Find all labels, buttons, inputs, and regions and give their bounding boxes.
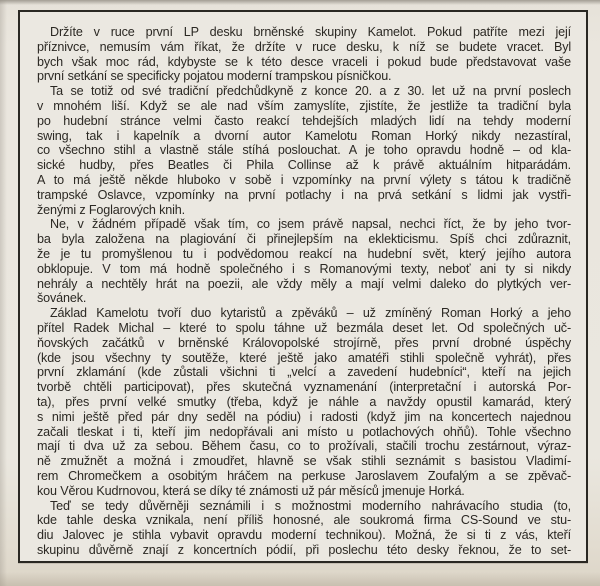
text-line: swing, tak i kapelník a dvorní autor Kamelotu Roman Horký nikdy nezastíral,	[37, 128, 571, 143]
text-line: první setkání se specificky pojatou moderní trampskou písničkou.	[37, 69, 392, 84]
text-line: bych však moc rád, kdybyste se k této desce vraceli i pokud bude představovat vaše	[37, 54, 571, 69]
paragraph	[37, 499, 571, 558]
text-line: A to má ještě někde hluboko v sobě i vzpomínky na první výlety s tátou k tradičně	[37, 172, 571, 187]
text-line: Držíte v ruce první LP desku brněnské skupiny Kamelot. Pokud patříte mezi její	[50, 25, 571, 39]
text-line: ba byla založena na plagiování či přinejlepším na eklekticismu. Spíš chci zdůraznit,	[37, 232, 571, 247]
text-line: diu Jalovec je stihla vybavit opravdu moderní technikou). Možná, že si ti z vás, kteří	[37, 528, 571, 543]
scan-shadow-left	[0, 0, 7, 586]
paragraph	[37, 217, 571, 306]
text-line: po hudební stránce velmi často reakcí tehdejších mladých lidí na tehdy moderní	[37, 113, 571, 128]
text-line: kou Věrou Kudrnovou, která se díky té známosti už pár měsíců jmenuje Horká.	[37, 483, 465, 498]
paragraph	[37, 25, 571, 84]
text-line: (kde jsou všechny ty soutěže, které ještě jako amatéři stihli společně vyhrát), přes	[37, 350, 571, 365]
text-line: rem Chromečkem a osobitým hráčem na perkuse Jaroslavem Zoufalým a se zpěvač-	[37, 468, 571, 483]
text-line: Základ Kamelotu tvoří duo kytaristů a zpěváků – už zmíněný Roman Horký a jeho	[50, 306, 571, 321]
text-line: příznivce, nemusím vám říkat, že držíte v ruce desku, k níž se budete vracet. Byl	[37, 39, 571, 54]
text-line: ňovských začátků v brněnské Královopolské strojírně, přes první drobné úspěchy	[37, 335, 571, 350]
scan-shadow-top	[0, 0, 600, 5]
text-line: začali tleskat i ti, kteří jim nedopřávali ani místo u potlachových ohňů). Tohle všechno	[37, 424, 571, 439]
text-frame-border	[18, 10, 588, 563]
text-line: přítel Radek Michal – které to spolu táhne už bezmála deset let. Od společných uč-	[37, 320, 571, 335]
liner-notes-text	[20, 12, 586, 561]
text-line: ta), přes první velké smutky (třeba, když je náhle a navždy opustil kamarád, který	[37, 394, 571, 409]
text-line: tvorbě chtěli participovat), přes skutečná vyznamenání (interpretační i autorská Por-	[37, 380, 571, 395]
paragraph	[37, 84, 571, 217]
text-line: sické hudby, přes Beatles či Phila Collinse až k právě aktuálním hitparádám.	[37, 158, 571, 173]
text-line: mají ti dva už za sebou. Během času, co to prožívali, stačili trochu zestárnout, výraz-	[37, 439, 571, 454]
text-line: šovánek.	[37, 291, 87, 306]
text-line: kde tahle deska vznikala, není příliš honosné, ale soukromá firma CS-Sound ve stu-	[37, 513, 571, 528]
text-line: Teď se tedy důvěrněji seznámili i s možnostmi moderního nahrávacího studia (to,	[50, 498, 571, 513]
text-line: ženými z Foglarových knih.	[37, 202, 185, 217]
text-line: v mnohém liší. Když se ale nad vším zamyslíte, zjistíte, že jestliže ta tradiční byla	[37, 98, 571, 113]
text-line: ně zmužnět a možná i zmoudřet, hlavně se však stihli seznámit s basistou Vladimí-	[37, 454, 571, 469]
text-line: Ne, v žádném případě však tím, co jsem právě napsal, nechci říct, že by jeho tvor-	[50, 217, 571, 232]
text-line: nehrály a nechtěly hrát na poezii, ale vždy měly a mají velmi daleko do plytkých ver-	[37, 276, 571, 291]
text-line: první zklamání (kde zůstali všichni ti „velcí a zavedení hudebníci“, kteří na jejich	[37, 365, 571, 380]
scan-shadow-bottom	[0, 572, 600, 586]
text-line: Ta se totiž od své tradiční předchůdkyně z konce 20. a z 30. let už na první poslech	[50, 84, 571, 99]
text-line: trampské Oslavce, vzpomínky na první potlachy i na prvá setkání s lidmi jak vystři-	[37, 187, 571, 202]
text-line: skupinu důvěrně znají z koncertních pódií, při poslechu této desky řeknou, že to set-	[37, 542, 571, 557]
text-line: obklopuje. V tom má hodně společného i s Romanovými texty, neboť ani ty si nikdy	[37, 261, 571, 276]
paragraph	[37, 306, 571, 498]
text-line: s nimi ještě před pár dny seděl na pódiu) i radosti (když jim na koncertech najednou	[37, 409, 571, 424]
text-line: co všechno stihl a vlastně stále stíhá poslouchat. A je toho opravdu hodně – od kla-	[37, 143, 571, 158]
text-line: že je tu promyšlenou tu i podvědomou reakcí na hudební svět, který jejího autora	[37, 246, 571, 261]
